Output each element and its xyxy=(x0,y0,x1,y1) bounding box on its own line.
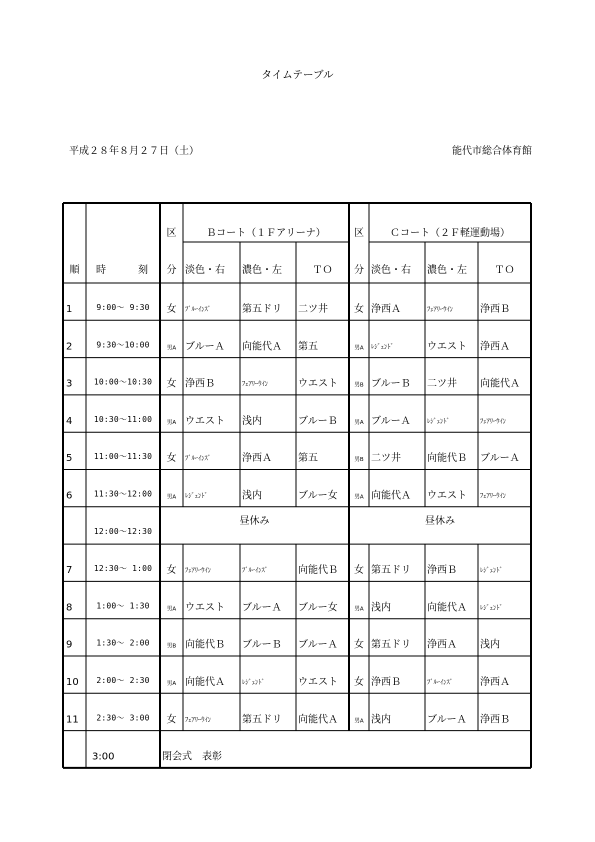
match-number: 8 xyxy=(66,602,73,614)
match-number: 4 xyxy=(66,415,73,427)
team-light: 第五ドリ xyxy=(371,565,411,577)
header-time-1: 時 xyxy=(96,265,106,276)
time-slot: 10:30～11:00 xyxy=(93,414,153,424)
header-col-dark: 濃色・左 xyxy=(242,265,282,276)
team-dark: 向能代Ａ xyxy=(427,602,467,614)
team-dark: 第五ドリ xyxy=(242,714,282,726)
header-court-c: Ｃコート（２Ｆ軽運動場） xyxy=(390,228,510,239)
team-light: ブルーＢ xyxy=(371,378,411,390)
division-b: 女 xyxy=(166,714,177,726)
venue-name: 能代市総合体育館 xyxy=(452,146,532,157)
division-c: 男A xyxy=(354,606,364,613)
team-light: ブルーＡ xyxy=(185,341,225,353)
team-to: ﾌｪｱﾘｰｳｲﾝ xyxy=(480,491,506,500)
team-dark: ﾌﾞﾙｰｲﾝｽﾞ xyxy=(427,678,453,686)
header-col-light: 淡色・右 xyxy=(371,265,411,276)
division-c: 男A xyxy=(354,494,364,501)
header-ku-b: 区 xyxy=(166,228,177,239)
division-b: 男A xyxy=(166,419,177,426)
team-to: 浄西Ａ xyxy=(480,341,510,353)
team-to: ブルーＡ xyxy=(480,453,520,465)
division-c: 女 xyxy=(354,677,364,688)
team-dark: 浄西Ａ xyxy=(242,453,272,465)
lunch-break-c: 昼休み xyxy=(425,515,455,527)
time-slot: 12:00～12:30 xyxy=(93,526,153,536)
team-light: ﾌｪｱﾘｰｳｲﾝ xyxy=(185,566,211,575)
team-dark: ﾚｼﾞｪﾝﾄﾞ xyxy=(427,416,450,425)
team-light: ﾚｼﾞｪﾝﾄﾞ xyxy=(185,491,208,500)
team-light: 浄西Ａ xyxy=(371,304,401,315)
match-number: 9 xyxy=(66,639,73,651)
time-slot: 9:00～ 9:30 xyxy=(96,303,150,312)
team-dark: ﾌｪｱﾘｰｳｲﾝ xyxy=(427,305,453,313)
team-to: ブルーＡ xyxy=(298,639,338,651)
header-col-to: ＴＯ xyxy=(312,265,333,276)
closing-time: 3:00 xyxy=(92,751,115,763)
team-dark: ウエスト xyxy=(427,490,467,502)
header-col-to: ＴＯ xyxy=(494,265,515,276)
team-dark: ブルーＢ xyxy=(242,639,282,651)
team-dark: 浅内 xyxy=(242,490,262,502)
division-c: 女 xyxy=(354,639,364,651)
team-dark: 浄西Ａ xyxy=(427,639,457,651)
division-c: 女 xyxy=(354,304,364,315)
team-light: 浄西Ｂ xyxy=(185,378,215,390)
team-light: 浄西Ｂ xyxy=(371,677,401,688)
team-light: 二ツ井 xyxy=(371,453,401,465)
header-order: 順 xyxy=(69,265,80,276)
division-c: 男B xyxy=(354,382,364,389)
team-to: 第五 xyxy=(298,453,318,465)
division-b: 女 xyxy=(166,453,177,465)
team-to: ブルー女 xyxy=(298,490,338,502)
lunch-break-b: 昼休み xyxy=(239,515,270,527)
division-c: 男A xyxy=(354,718,364,725)
header-court-b: Ｂコート（１Ｆアリーナ） xyxy=(206,228,326,239)
time-slot: 10:00～10:30 xyxy=(93,377,153,387)
team-dark: ﾌﾞﾙｰｲﾝｽﾞ xyxy=(242,566,268,575)
division-b: 女 xyxy=(166,304,177,315)
header-bun-b: 分 xyxy=(166,265,177,276)
team-to: 二ツ井 xyxy=(298,304,328,315)
division-b: 男A xyxy=(166,494,177,501)
team-light: ﾚｼﾞｪﾝﾄﾞ xyxy=(371,342,394,351)
page-title: タイムテーブル xyxy=(261,69,334,81)
match-number: 11 xyxy=(66,714,79,726)
match-number: 3 xyxy=(66,378,73,390)
team-light: ブルーＡ xyxy=(371,415,411,427)
division-c: 男B xyxy=(354,457,364,464)
division-b: 男A xyxy=(166,345,177,352)
division-b: 女 xyxy=(166,378,177,390)
team-dark: ブルーＡ xyxy=(242,602,282,614)
team-to: 浄西Ｂ xyxy=(480,304,510,315)
division-c: 男A xyxy=(354,345,364,352)
team-to: 第五 xyxy=(298,341,318,353)
closing-label: 閉会式 表彰 xyxy=(162,751,222,763)
team-dark: 浅内 xyxy=(242,415,262,427)
team-to: 浅内 xyxy=(480,639,500,651)
team-dark: ﾌｪｱﾘｰｳｲﾝ xyxy=(242,379,268,388)
time-slot: 11:00～11:30 xyxy=(93,452,153,462)
event-date: 平成２８年８月２７日（土） xyxy=(69,146,199,157)
division-b: 男A xyxy=(166,681,177,687)
team-to: ブルーＢ xyxy=(298,415,338,427)
team-light: 浅内 xyxy=(371,714,391,726)
team-light: 向能代Ａ xyxy=(371,490,411,502)
time-slot: 2:30～ 3:00 xyxy=(96,713,150,723)
team-dark: 向能代Ａ xyxy=(242,341,282,353)
team-dark: ﾚｼﾞｪﾝﾄﾞ xyxy=(242,678,265,686)
team-to: ウエスト xyxy=(298,378,338,390)
team-dark: ブルーＡ xyxy=(427,714,467,726)
team-dark: ウエスト xyxy=(427,341,467,353)
team-to: ﾚｼﾞｪﾝﾄﾞ xyxy=(480,566,503,575)
team-to: 浄西Ｂ xyxy=(480,714,510,726)
team-light: ﾌﾞﾙｰｲﾝｽﾞ xyxy=(185,305,211,313)
time-slot: 1:30～ 2:00 xyxy=(96,638,150,648)
match-number: 1 xyxy=(66,304,73,315)
header-ku-c: 区 xyxy=(354,228,364,239)
division-c: 女 xyxy=(354,565,364,577)
header-col-dark: 濃色・左 xyxy=(427,265,467,276)
match-number: 2 xyxy=(66,341,73,353)
header-bun-c: 分 xyxy=(354,265,364,276)
header-time-2: 刻 xyxy=(138,265,148,276)
team-dark: 二ツ井 xyxy=(427,378,457,390)
team-light: ﾌﾞﾙｰｲﾝｽﾞ xyxy=(185,454,211,463)
match-number: 7 xyxy=(66,565,73,577)
team-light: 第五ドリ xyxy=(371,639,411,651)
team-light: 向能代Ｂ xyxy=(185,639,225,651)
team-to: 向能代Ａ xyxy=(480,378,520,390)
division-b: 女 xyxy=(166,565,177,577)
match-number: 6 xyxy=(66,490,73,502)
team-light: 向能代Ａ xyxy=(185,677,225,688)
team-light: ウエスト xyxy=(185,602,225,614)
team-dark: 第五ドリ xyxy=(242,304,282,315)
team-light: ウエスト xyxy=(185,415,225,427)
time-slot: 11:30～12:00 xyxy=(93,489,153,499)
team-to: ブルー女 xyxy=(298,602,338,614)
time-slot: 2:00～ 2:30 xyxy=(96,676,150,685)
team-to: ﾌｪｱﾘｰｳｲﾝ xyxy=(480,416,506,425)
team-dark: 浄西Ｂ xyxy=(427,565,457,577)
team-to: 向能代Ｂ xyxy=(298,565,338,577)
team-dark: 向能代Ｂ xyxy=(427,453,467,465)
team-to: ウエスト xyxy=(298,677,338,688)
match-number: 5 xyxy=(66,453,73,465)
match-number: 10 xyxy=(66,677,79,688)
time-slot: 12:30～ 1:00 xyxy=(93,564,153,574)
time-slot: 1:00～ 1:30 xyxy=(96,601,150,611)
time-slot: 9:30～10:00 xyxy=(96,340,150,350)
team-to: 浄西Ａ xyxy=(480,677,510,688)
team-to: ﾚｼﾞｪﾝﾄﾞ xyxy=(480,603,503,612)
division-b: 男A xyxy=(166,606,177,613)
division-c: 男A xyxy=(354,419,364,426)
team-to: 向能代Ａ xyxy=(298,714,338,726)
team-light: ﾌｪｱﾘｰｳｲﾝ xyxy=(185,715,211,724)
team-light: 浅内 xyxy=(371,602,391,614)
header-col-light: 淡色・右 xyxy=(185,265,225,276)
division-b: 男B xyxy=(166,643,177,650)
